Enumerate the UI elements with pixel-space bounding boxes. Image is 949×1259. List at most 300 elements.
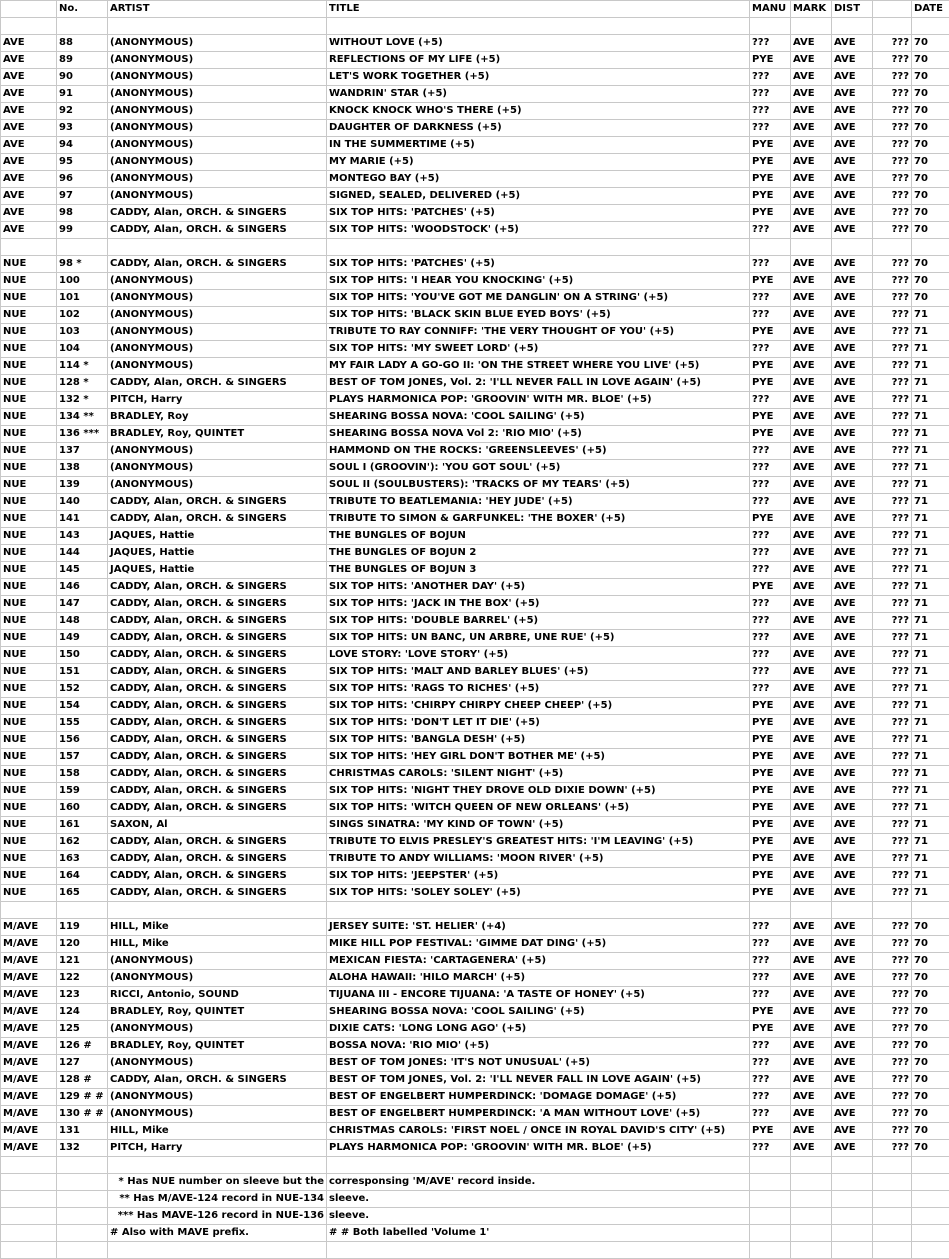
cell-mark: AVE	[791, 120, 832, 137]
cell-artist: (ANONYMOUS)	[108, 358, 327, 375]
cell-artist: CADDY, Alan, ORCH. & SINGERS	[108, 732, 327, 749]
cell-artist: (ANONYMOUS)	[108, 477, 327, 494]
cell-unknown: ???	[873, 494, 912, 511]
cell-unknown: ???	[873, 562, 912, 579]
cell-unknown: ???	[873, 86, 912, 103]
footnote-empty-cell	[791, 1225, 832, 1242]
cell-dist: AVE	[832, 205, 873, 222]
cell-manu: PYE	[750, 375, 791, 392]
cell-artist: CADDY, Alan, ORCH. & SINGERS	[108, 800, 327, 817]
cell-manu: PYE	[750, 1123, 791, 1140]
cell-unknown: ???	[873, 222, 912, 239]
cell-mark: AVE	[791, 103, 832, 120]
cell-unknown: ???	[873, 137, 912, 154]
cell-mark: AVE	[791, 868, 832, 885]
footnote-empty-cell	[57, 1174, 108, 1191]
cell-prefix: M/AVE	[1, 970, 57, 987]
header-title: TITLE	[327, 1, 750, 18]
cell-manu: PYE	[750, 868, 791, 885]
footnote-empty-cell	[57, 1191, 108, 1208]
cell-prefix: M/AVE	[1, 953, 57, 970]
header-date: DATE	[912, 1, 949, 18]
cell-manu	[750, 18, 791, 35]
cell-mark: AVE	[791, 1021, 832, 1038]
cell-unknown: ???	[873, 1055, 912, 1072]
cell-title: SIX TOP HITS: 'WOODSTOCK' (+5)	[327, 222, 750, 239]
table-row	[1, 86, 949, 103]
cell-manu: ???	[750, 69, 791, 86]
cell-artist: CADDY, Alan, ORCH. & SINGERS	[108, 681, 327, 698]
cell-prefix: M/AVE	[1, 1055, 57, 1072]
cell-number: 121	[57, 953, 108, 970]
table-row	[1, 885, 949, 902]
footnote-row	[1, 1225, 949, 1242]
cell-unknown: ???	[873, 1106, 912, 1123]
cell-prefix: M/AVE	[1, 987, 57, 1004]
cell-artist: PITCH, Harry	[108, 392, 327, 409]
footnote-empty-cell	[873, 1191, 912, 1208]
cell-artist: (ANONYMOUS)	[108, 970, 327, 987]
cell-number: 100	[57, 273, 108, 290]
cell-title: SIGNED, SEALED, DELIVERED (+5)	[327, 188, 750, 205]
cell-artist: (ANONYMOUS)	[108, 443, 327, 460]
cell-artist: (ANONYMOUS)	[108, 86, 327, 103]
cell-artist: (ANONYMOUS)	[108, 35, 327, 52]
footnote-left: # Also with MAVE prefix.	[108, 1225, 327, 1242]
cell-prefix: NUE	[1, 885, 57, 902]
cell-mark: AVE	[791, 562, 832, 579]
cell-unknown: ???	[873, 392, 912, 409]
cell-date: 71	[912, 579, 949, 596]
cell-prefix: M/AVE	[1, 1004, 57, 1021]
cell-artist: (ANONYMOUS)	[108, 341, 327, 358]
cell-date: 71	[912, 732, 949, 749]
table-row	[1, 936, 949, 953]
table-row	[1, 545, 949, 562]
cell-dist: AVE	[832, 477, 873, 494]
table-row	[1, 1004, 949, 1021]
cell-dist: AVE	[832, 188, 873, 205]
cell-date: 71	[912, 460, 949, 477]
cell-date: 71	[912, 511, 949, 528]
cell-dist: AVE	[832, 579, 873, 596]
footnote-empty-cell	[57, 1208, 108, 1225]
cell-date: 71	[912, 341, 949, 358]
cell-dist: AVE	[832, 732, 873, 749]
cell-unknown: ???	[873, 1004, 912, 1021]
cell-artist: CADDY, Alan, ORCH. & SINGERS	[108, 596, 327, 613]
cell-mark: AVE	[791, 834, 832, 851]
cell-prefix: AVE	[1, 188, 57, 205]
cell-manu: PYE	[750, 324, 791, 341]
cell-prefix: AVE	[1, 222, 57, 239]
cell-title: SIX TOP HITS: 'I HEAR YOU KNOCKING' (+5)	[327, 273, 750, 290]
cell-number	[57, 902, 108, 919]
cell-manu: PYE	[750, 137, 791, 154]
cell-date: 71	[912, 647, 949, 664]
table-row	[1, 1021, 949, 1038]
cell-manu: ???	[750, 460, 791, 477]
cell-title	[327, 1242, 750, 1259]
cell-artist: JAQUES, Hattie	[108, 528, 327, 545]
cell-dist: AVE	[832, 511, 873, 528]
cell-dist: AVE	[832, 766, 873, 783]
cell-manu: ???	[750, 613, 791, 630]
cell-artist: CADDY, Alan, ORCH. & SINGERS	[108, 205, 327, 222]
cell-prefix: NUE	[1, 783, 57, 800]
cell-artist: BRADLEY, Roy, QUINTET	[108, 1038, 327, 1055]
cell-unknown: ???	[873, 120, 912, 137]
cell-unknown: ???	[873, 460, 912, 477]
cell-unknown: ???	[873, 273, 912, 290]
cell-artist: (ANONYMOUS)	[108, 69, 327, 86]
cell-manu: PYE	[750, 698, 791, 715]
cell-manu: PYE	[750, 1004, 791, 1021]
cell-title: BEST OF TOM JONES, Vol. 2: 'I'LL NEVER FALL IN LOVE AGAIN' (+5)	[327, 375, 750, 392]
cell-mark: AVE	[791, 35, 832, 52]
cell-dist	[832, 1157, 873, 1174]
cell-date: 71	[912, 528, 949, 545]
cell-date: 71	[912, 392, 949, 409]
cell-date: 71	[912, 800, 949, 817]
footnote-left: *** Has MAVE-126 record in NUE-136	[108, 1208, 327, 1225]
cell-manu: ???	[750, 443, 791, 460]
cell-artist: HILL, Mike	[108, 919, 327, 936]
cell-artist: (ANONYMOUS)	[108, 953, 327, 970]
cell-manu: PYE	[750, 409, 791, 426]
cell-prefix: NUE	[1, 732, 57, 749]
cell-unknown: ???	[873, 800, 912, 817]
cell-artist: JAQUES, Hattie	[108, 562, 327, 579]
cell-dist: AVE	[832, 1021, 873, 1038]
cell-dist: AVE	[832, 375, 873, 392]
cell-unknown: ???	[873, 188, 912, 205]
cell-title: LET'S WORK TOGETHER (+5)	[327, 69, 750, 86]
cell-unknown: ???	[873, 681, 912, 698]
footnote-right: # # Both labelled 'Volume 1'	[327, 1225, 750, 1242]
cell-manu: ???	[750, 222, 791, 239]
header-mark: MARK	[791, 1, 832, 18]
cell-mark	[791, 239, 832, 256]
cell-mark: AVE	[791, 86, 832, 103]
table-row	[1, 528, 949, 545]
cell-artist: CADDY, Alan, ORCH. & SINGERS	[108, 579, 327, 596]
cell-title: DIXIE CATS: 'LONG LONG AGO' (+5)	[327, 1021, 750, 1038]
table-row	[1, 443, 949, 460]
cell-mark: AVE	[791, 460, 832, 477]
cell-title: SIX TOP HITS: 'RAGS TO RICHES' (+5)	[327, 681, 750, 698]
cell-date: 70	[912, 1106, 949, 1123]
cell-title: IN THE SUMMERTIME (+5)	[327, 137, 750, 154]
cell-dist: AVE	[832, 222, 873, 239]
cell-date: 71	[912, 358, 949, 375]
cell-number: 126 #	[57, 1038, 108, 1055]
cell-number: 98	[57, 205, 108, 222]
cell-title: TIJUANA III - ENCORE TIJUANA: 'A TASTE OF HONEY' (+5)	[327, 987, 750, 1004]
cell-mark: AVE	[791, 307, 832, 324]
cell-mark: AVE	[791, 970, 832, 987]
cell-prefix: AVE	[1, 154, 57, 171]
cell-manu: PYE	[750, 426, 791, 443]
header-artist: ARTIST	[108, 1, 327, 18]
spacer-row	[1, 18, 949, 35]
cell-date	[912, 1242, 949, 1259]
cell-date: 70	[912, 1038, 949, 1055]
cell-date: 70	[912, 987, 949, 1004]
cell-artist: JAQUES, Hattie	[108, 545, 327, 562]
cell-title: SIX TOP HITS: 'DOUBLE BARREL' (+5)	[327, 613, 750, 630]
cell-manu: ???	[750, 1140, 791, 1157]
cell-mark: AVE	[791, 851, 832, 868]
cell-number: 139	[57, 477, 108, 494]
footnote-empty-cell	[791, 1191, 832, 1208]
cell-dist: AVE	[832, 494, 873, 511]
cell-manu: PYE	[750, 579, 791, 596]
table-row	[1, 579, 949, 596]
cell-unknown: ???	[873, 69, 912, 86]
cell-artist: CADDY, Alan, ORCH. & SINGERS	[108, 766, 327, 783]
cell-mark: AVE	[791, 52, 832, 69]
table-row	[1, 783, 949, 800]
cell-mark: AVE	[791, 783, 832, 800]
table-row	[1, 460, 949, 477]
cell-dist: AVE	[832, 460, 873, 477]
cell-unknown: ???	[873, 290, 912, 307]
cell-artist: CADDY, Alan, ORCH. & SINGERS	[108, 494, 327, 511]
cell-date: 71	[912, 817, 949, 834]
cell-date: 70	[912, 919, 949, 936]
cell-title: SOUL I (GROOVIN'): 'YOU GOT SOUL' (+5)	[327, 460, 750, 477]
cell-prefix: AVE	[1, 103, 57, 120]
cell-dist	[832, 902, 873, 919]
cell-dist: AVE	[832, 69, 873, 86]
cell-unknown: ???	[873, 103, 912, 120]
cell-prefix: M/AVE	[1, 1123, 57, 1140]
cell-number: 123	[57, 987, 108, 1004]
cell-title: PLAYS HARMONICA POP: 'GROOVIN' WITH MR. BLOE' (+5)	[327, 392, 750, 409]
cell-mark: AVE	[791, 69, 832, 86]
cell-mark: AVE	[791, 545, 832, 562]
cell-prefix: NUE	[1, 749, 57, 766]
cell-mark: AVE	[791, 885, 832, 902]
cell-date: 70	[912, 1072, 949, 1089]
footnote-right: sleeve.	[327, 1191, 750, 1208]
cell-dist: AVE	[832, 358, 873, 375]
cell-dist: AVE	[832, 715, 873, 732]
cell-title: JERSEY SUITE: 'ST. HELIER' (+4)	[327, 919, 750, 936]
cell-manu: PYE	[750, 732, 791, 749]
cell-number: 104	[57, 341, 108, 358]
cell-number: 144	[57, 545, 108, 562]
cell-mark: AVE	[791, 205, 832, 222]
cell-title: SIX TOP HITS: 'DON'T LET IT DIE' (+5)	[327, 715, 750, 732]
cell-dist: AVE	[832, 324, 873, 341]
table-row	[1, 800, 949, 817]
cell-artist	[108, 239, 327, 256]
table-row	[1, 732, 949, 749]
cell-unknown: ???	[873, 834, 912, 851]
cell-dist: AVE	[832, 647, 873, 664]
cell-number: 143	[57, 528, 108, 545]
cell-number: 164	[57, 868, 108, 885]
cell-title: SIX TOP HITS: 'YOU'VE GOT ME DANGLIN' ON A STRING' (+5)	[327, 290, 750, 307]
cell-unknown: ???	[873, 579, 912, 596]
cell-title: ALOHA HAWAII: 'HILO MARCH' (+5)	[327, 970, 750, 987]
table-row	[1, 171, 949, 188]
cell-mark: AVE	[791, 477, 832, 494]
cell-number: 156	[57, 732, 108, 749]
cell-unknown: ???	[873, 783, 912, 800]
cell-artist: (ANONYMOUS)	[108, 1089, 327, 1106]
cell-prefix: AVE	[1, 52, 57, 69]
cell-prefix: NUE	[1, 630, 57, 647]
cell-artist: CADDY, Alan, ORCH. & SINGERS	[108, 630, 327, 647]
cell-mark: AVE	[791, 1072, 832, 1089]
cell-artist: (ANONYMOUS)	[108, 52, 327, 69]
cell-number: 95	[57, 154, 108, 171]
cell-artist: SAXON, Al	[108, 817, 327, 834]
cell-unknown: ???	[873, 715, 912, 732]
header-blank	[873, 1, 912, 18]
cell-artist: CADDY, Alan, ORCH. & SINGERS	[108, 851, 327, 868]
cell-mark: AVE	[791, 953, 832, 970]
cell-date: 71	[912, 307, 949, 324]
cell-number: 125	[57, 1021, 108, 1038]
cell-title: KNOCK KNOCK WHO'S THERE (+5)	[327, 103, 750, 120]
cell-dist: AVE	[832, 851, 873, 868]
cell-manu: ???	[750, 1038, 791, 1055]
cell-number: 157	[57, 749, 108, 766]
cell-title: SIX TOP HITS: 'PATCHES' (+5)	[327, 205, 750, 222]
cell-unknown: ???	[873, 341, 912, 358]
cell-mark: AVE	[791, 171, 832, 188]
cell-manu: PYE	[750, 511, 791, 528]
cell-number: 148	[57, 613, 108, 630]
cell-number: 134 **	[57, 409, 108, 426]
header-prefix	[1, 1, 57, 18]
cell-title: CHRISTMAS CAROLS: 'SILENT NIGHT' (+5)	[327, 766, 750, 783]
table-row	[1, 290, 949, 307]
cell-mark: AVE	[791, 613, 832, 630]
cell-title: MY MARIE (+5)	[327, 154, 750, 171]
cell-artist	[108, 1157, 327, 1174]
cell-number: 152	[57, 681, 108, 698]
cell-date: 70	[912, 1123, 949, 1140]
header-number: No.	[57, 1, 108, 18]
cell-dist: AVE	[832, 443, 873, 460]
cell-mark: AVE	[791, 528, 832, 545]
cell-mark: AVE	[791, 698, 832, 715]
cell-artist: (ANONYMOUS)	[108, 1106, 327, 1123]
cell-date: 71	[912, 783, 949, 800]
cell-unknown: ???	[873, 205, 912, 222]
cell-dist	[832, 18, 873, 35]
cell-number: 122	[57, 970, 108, 987]
cell-artist: CADDY, Alan, ORCH. & SINGERS	[108, 885, 327, 902]
cell-artist: HILL, Mike	[108, 936, 327, 953]
cell-number: 89	[57, 52, 108, 69]
cell-mark: AVE	[791, 154, 832, 171]
cell-prefix: NUE	[1, 341, 57, 358]
cell-number: 159	[57, 783, 108, 800]
cell-dist: AVE	[832, 545, 873, 562]
table-row	[1, 953, 949, 970]
cell-unknown: ???	[873, 630, 912, 647]
cell-dist: AVE	[832, 562, 873, 579]
cell-manu: PYE	[750, 851, 791, 868]
cell-mark: AVE	[791, 324, 832, 341]
cell-date: 71	[912, 562, 949, 579]
cell-prefix: NUE	[1, 290, 57, 307]
spacer-row	[1, 1157, 949, 1174]
cell-manu: PYE	[750, 749, 791, 766]
cell-number	[57, 18, 108, 35]
cell-title: CHRISTMAS CAROLS: 'FIRST NOEL / ONCE IN ROYAL DAVID'S CITY' (+5)	[327, 1123, 750, 1140]
cell-dist: AVE	[832, 392, 873, 409]
cell-unknown: ???	[873, 1072, 912, 1089]
footnote-empty-cell	[750, 1174, 791, 1191]
cell-dist: AVE	[832, 834, 873, 851]
cell-artist: BRADLEY, Roy, QUINTET	[108, 1004, 327, 1021]
cell-number: 114 *	[57, 358, 108, 375]
table-row	[1, 477, 949, 494]
cell-dist: AVE	[832, 698, 873, 715]
cell-title: BOSSA NOVA: 'RIO MIO' (+5)	[327, 1038, 750, 1055]
cell-title	[327, 18, 750, 35]
cell-artist: CADDY, Alan, ORCH. & SINGERS	[108, 1072, 327, 1089]
cell-mark: AVE	[791, 579, 832, 596]
table-row	[1, 103, 949, 120]
cell-number: 136 ***	[57, 426, 108, 443]
cell-dist: AVE	[832, 290, 873, 307]
cell-unknown: ???	[873, 1089, 912, 1106]
cell-date: 70	[912, 137, 949, 154]
cell-title: TRIBUTE TO RAY CONNIFF: 'THE VERY THOUGHT OF YOU' (+5)	[327, 324, 750, 341]
cell-date: 71	[912, 443, 949, 460]
cell-number: 138	[57, 460, 108, 477]
footnote-row	[1, 1191, 949, 1208]
cell-title: SIX TOP HITS: 'NIGHT THEY DROVE OLD DIXIE DOWN' (+5)	[327, 783, 750, 800]
table-row	[1, 749, 949, 766]
cell-artist: CADDY, Alan, ORCH. & SINGERS	[108, 664, 327, 681]
cell-number: 120	[57, 936, 108, 953]
cell-number: 101	[57, 290, 108, 307]
footnote-empty-cell	[750, 1225, 791, 1242]
cell-date: 70	[912, 1004, 949, 1021]
cell-artist: HILL, Mike	[108, 1123, 327, 1140]
cell-manu: ???	[750, 392, 791, 409]
cell-manu: ???	[750, 953, 791, 970]
cell-dist	[832, 1242, 873, 1259]
table-row	[1, 562, 949, 579]
cell-unknown: ???	[873, 953, 912, 970]
cell-prefix: NUE	[1, 392, 57, 409]
cell-title: SIX TOP HITS: 'BANGLA DESH' (+5)	[327, 732, 750, 749]
cell-manu: PYE	[750, 205, 791, 222]
cell-prefix: M/AVE	[1, 919, 57, 936]
cell-dist: AVE	[832, 35, 873, 52]
cell-artist: PITCH, Harry	[108, 1140, 327, 1157]
spacer-row	[1, 239, 949, 256]
cell-dist: AVE	[832, 103, 873, 120]
cell-unknown: ???	[873, 749, 912, 766]
footnote-right: corresponsing 'M/AVE' record inside.	[327, 1174, 750, 1191]
spacer-row	[1, 902, 949, 919]
cell-prefix: NUE	[1, 817, 57, 834]
cell-date: 71	[912, 630, 949, 647]
footnote-empty-cell	[912, 1174, 949, 1191]
footnote-empty-cell	[750, 1208, 791, 1225]
